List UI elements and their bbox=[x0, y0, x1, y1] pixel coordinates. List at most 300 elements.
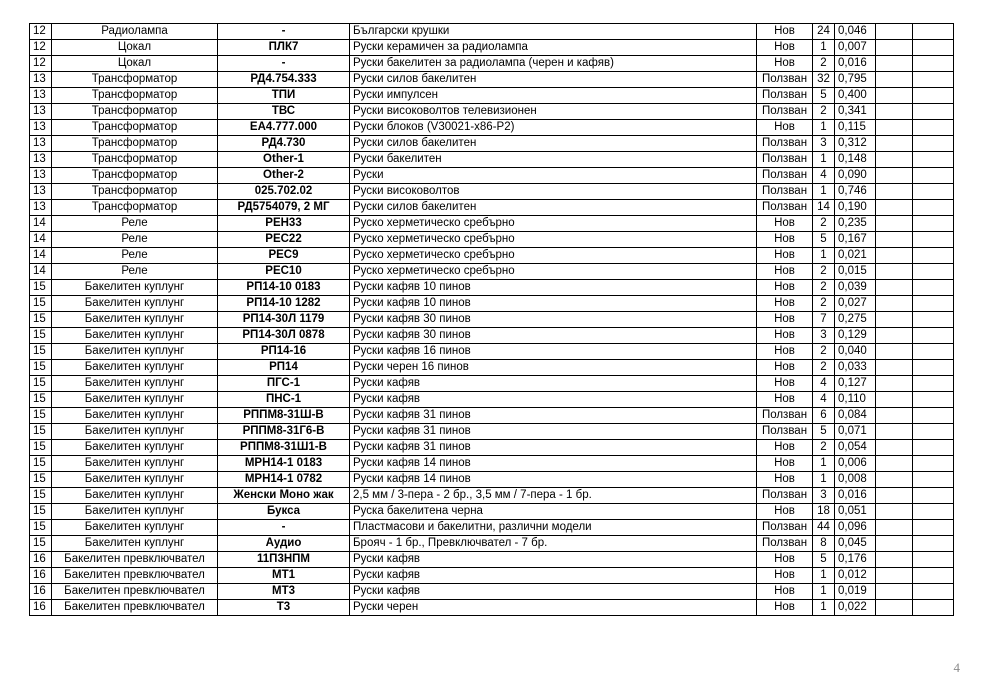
item-description-cell: Руско херметическо сребърно bbox=[350, 248, 757, 264]
item-weight-cell: 0,275 bbox=[835, 312, 876, 328]
item-condition-cell: Ползван bbox=[757, 168, 813, 184]
item-code-cell: 11П3НПМ bbox=[218, 552, 350, 568]
empty-cell bbox=[913, 552, 954, 568]
item-quantity-cell: 4 bbox=[813, 376, 835, 392]
item-weight-cell: 0,006 bbox=[835, 456, 876, 472]
empty-cell bbox=[876, 344, 913, 360]
table-row bbox=[30, 408, 954, 424]
item-name-cell: Реле bbox=[52, 248, 218, 264]
group-number-cell: 13 bbox=[30, 152, 52, 168]
item-weight-cell: 0,040 bbox=[835, 344, 876, 360]
table-row bbox=[30, 72, 954, 88]
item-weight-cell: 0,148 bbox=[835, 152, 876, 168]
item-quantity-cell: 2 bbox=[813, 344, 835, 360]
item-name-cell: Трансформатор bbox=[52, 88, 218, 104]
table-row bbox=[30, 312, 954, 328]
empty-cell bbox=[876, 568, 913, 584]
group-number-cell: 15 bbox=[30, 296, 52, 312]
empty-cell bbox=[876, 168, 913, 184]
group-number-cell: 14 bbox=[30, 232, 52, 248]
item-condition-cell: Нов bbox=[757, 40, 813, 56]
item-quantity-cell: 1 bbox=[813, 184, 835, 200]
item-weight-cell: 0,007 bbox=[835, 40, 876, 56]
item-name-cell: Бакелитен куплунг bbox=[52, 440, 218, 456]
table-row bbox=[30, 88, 954, 104]
item-code-cell: РППМ8-31Ш-В bbox=[218, 408, 350, 424]
item-quantity-cell: 2 bbox=[813, 280, 835, 296]
table-row bbox=[30, 472, 954, 488]
item-code-cell: РП14 bbox=[218, 360, 350, 376]
empty-cell bbox=[913, 456, 954, 472]
item-description-cell: Руски бакелитен bbox=[350, 152, 757, 168]
item-description-cell: Руски кафяв 10 пинов bbox=[350, 296, 757, 312]
item-description-cell: Руски силов бакелитен bbox=[350, 200, 757, 216]
item-name-cell: Бакелитен куплунг bbox=[52, 536, 218, 552]
table-row bbox=[30, 440, 954, 456]
item-description-cell: Руски черен bbox=[350, 600, 757, 616]
empty-cell bbox=[913, 344, 954, 360]
item-weight-cell: 0,051 bbox=[835, 504, 876, 520]
item-description-cell: Руски кафяв 14 пинов bbox=[350, 456, 757, 472]
item-condition-cell: Нов bbox=[757, 392, 813, 408]
item-code-cell: РП14-30Л 1179 bbox=[218, 312, 350, 328]
empty-cell bbox=[876, 520, 913, 536]
item-quantity-cell: 3 bbox=[813, 328, 835, 344]
empty-cell bbox=[913, 40, 954, 56]
empty-cell bbox=[913, 104, 954, 120]
group-number-cell: 14 bbox=[30, 216, 52, 232]
group-number-cell: 13 bbox=[30, 72, 52, 88]
item-condition-cell: Ползван bbox=[757, 88, 813, 104]
table-row bbox=[30, 536, 954, 552]
item-name-cell: Трансформатор bbox=[52, 200, 218, 216]
item-quantity-cell: 5 bbox=[813, 552, 835, 568]
item-quantity-cell: 3 bbox=[813, 136, 835, 152]
item-condition-cell: Нов bbox=[757, 504, 813, 520]
empty-cell bbox=[876, 56, 913, 72]
item-name-cell: Бакелитен куплунг bbox=[52, 408, 218, 424]
item-condition-cell: Нов bbox=[757, 600, 813, 616]
item-condition-cell: Нов bbox=[757, 280, 813, 296]
item-quantity-cell: 5 bbox=[813, 232, 835, 248]
empty-cell bbox=[913, 504, 954, 520]
item-weight-cell: 0,045 bbox=[835, 536, 876, 552]
item-code-cell: ПГС-1 bbox=[218, 376, 350, 392]
empty-cell bbox=[913, 600, 954, 616]
empty-cell bbox=[876, 328, 913, 344]
item-code-cell: Other-2 bbox=[218, 168, 350, 184]
item-description-cell: Руско херметическо сребърно bbox=[350, 232, 757, 248]
item-condition-cell: Ползван bbox=[757, 152, 813, 168]
item-name-cell: Трансформатор bbox=[52, 104, 218, 120]
item-quantity-cell: 24 bbox=[813, 24, 835, 40]
empty-cell bbox=[913, 24, 954, 40]
item-code-cell: РППМ8-31Ш1-В bbox=[218, 440, 350, 456]
item-name-cell: Реле bbox=[52, 216, 218, 232]
item-name-cell: Трансформатор bbox=[52, 152, 218, 168]
table-row bbox=[30, 504, 954, 520]
item-condition-cell: Нов bbox=[757, 552, 813, 568]
item-condition-cell: Нов bbox=[757, 312, 813, 328]
item-weight-cell: 0,176 bbox=[835, 552, 876, 568]
item-code-cell: ТПИ bbox=[218, 88, 350, 104]
item-code-cell: ТВС bbox=[218, 104, 350, 120]
item-condition-cell: Нов bbox=[757, 216, 813, 232]
table-row bbox=[30, 40, 954, 56]
table-row bbox=[30, 248, 954, 264]
item-condition-cell: Нов bbox=[757, 456, 813, 472]
item-condition-cell: Нов bbox=[757, 440, 813, 456]
empty-cell bbox=[913, 568, 954, 584]
item-description-cell: Руски импулсен bbox=[350, 88, 757, 104]
item-weight-cell: 0,008 bbox=[835, 472, 876, 488]
group-number-cell: 12 bbox=[30, 24, 52, 40]
item-name-cell: Бакелитен куплунг bbox=[52, 488, 218, 504]
group-number-cell: 16 bbox=[30, 568, 52, 584]
group-number-cell: 15 bbox=[30, 440, 52, 456]
empty-cell bbox=[913, 296, 954, 312]
group-number-cell: 16 bbox=[30, 552, 52, 568]
item-quantity-cell: 6 bbox=[813, 408, 835, 424]
item-code-cell: РЕН33 bbox=[218, 216, 350, 232]
item-code-cell: РП14-30Л 0878 bbox=[218, 328, 350, 344]
item-description-cell: Руска бакелитена черна bbox=[350, 504, 757, 520]
item-name-cell: Бакелитен превключвател bbox=[52, 552, 218, 568]
empty-cell bbox=[913, 520, 954, 536]
item-quantity-cell: 2 bbox=[813, 296, 835, 312]
item-weight-cell: 0,400 bbox=[835, 88, 876, 104]
table-row bbox=[30, 200, 954, 216]
item-quantity-cell: 1 bbox=[813, 600, 835, 616]
item-quantity-cell: 5 bbox=[813, 88, 835, 104]
item-condition-cell: Ползван bbox=[757, 424, 813, 440]
item-quantity-cell: 2 bbox=[813, 56, 835, 72]
empty-cell bbox=[876, 104, 913, 120]
item-code-cell: Аудио bbox=[218, 536, 350, 552]
item-description-cell: Руски кафяв bbox=[350, 392, 757, 408]
empty-cell bbox=[876, 200, 913, 216]
empty-cell bbox=[876, 408, 913, 424]
item-description-cell: Руски кафяв bbox=[350, 568, 757, 584]
empty-cell bbox=[913, 184, 954, 200]
item-description-cell: Български крушки bbox=[350, 24, 757, 40]
item-description-cell: Руски блоков (V30021-x86-P2) bbox=[350, 120, 757, 136]
empty-cell bbox=[913, 488, 954, 504]
item-weight-cell: 0,012 bbox=[835, 568, 876, 584]
item-name-cell: Бакелитен куплунг bbox=[52, 376, 218, 392]
item-name-cell: Реле bbox=[52, 264, 218, 280]
item-weight-cell: 0,167 bbox=[835, 232, 876, 248]
item-code-cell: МРН14-1 0183 bbox=[218, 456, 350, 472]
empty-cell bbox=[913, 136, 954, 152]
item-condition-cell: Ползван bbox=[757, 488, 813, 504]
item-name-cell: Бакелитен превключвател bbox=[52, 568, 218, 584]
item-description-cell: Руски кафяв 31 пинов bbox=[350, 440, 757, 456]
table-row bbox=[30, 568, 954, 584]
item-condition-cell: Нов bbox=[757, 296, 813, 312]
item-name-cell: Трансформатор bbox=[52, 136, 218, 152]
item-description-cell: Пластмасови и бакелитни, различни модели bbox=[350, 520, 757, 536]
item-description-cell: Руски кафяв 14 пинов bbox=[350, 472, 757, 488]
item-weight-cell: 0,129 bbox=[835, 328, 876, 344]
item-condition-cell: Нов bbox=[757, 24, 813, 40]
empty-cell bbox=[876, 88, 913, 104]
group-number-cell: 12 bbox=[30, 56, 52, 72]
group-number-cell: 13 bbox=[30, 184, 52, 200]
table-row bbox=[30, 392, 954, 408]
group-number-cell: 15 bbox=[30, 344, 52, 360]
item-description-cell: Руски bbox=[350, 168, 757, 184]
group-number-cell: 15 bbox=[30, 520, 52, 536]
item-condition-cell: Нов bbox=[757, 568, 813, 584]
item-code-cell: Other-1 bbox=[218, 152, 350, 168]
item-code-cell: МТ3 bbox=[218, 584, 350, 600]
empty-cell bbox=[876, 504, 913, 520]
empty-cell bbox=[913, 424, 954, 440]
item-description-cell: Брояч - 1 бр., Превключвател - 7 бр. bbox=[350, 536, 757, 552]
empty-cell bbox=[876, 488, 913, 504]
item-code-cell: Т3 bbox=[218, 600, 350, 616]
item-name-cell: Бакелитен куплунг bbox=[52, 520, 218, 536]
item-name-cell: Бакелитен куплунг bbox=[52, 328, 218, 344]
group-number-cell: 13 bbox=[30, 120, 52, 136]
empty-cell bbox=[876, 456, 913, 472]
group-number-cell: 16 bbox=[30, 584, 52, 600]
table-row bbox=[30, 216, 954, 232]
table-row bbox=[30, 136, 954, 152]
item-condition-cell: Нов bbox=[757, 120, 813, 136]
item-name-cell: Бакелитен куплунг bbox=[52, 344, 218, 360]
empty-cell bbox=[913, 232, 954, 248]
item-description-cell: Руски бакелитен за радиолампа (черен и кафяв) bbox=[350, 56, 757, 72]
item-quantity-cell: 5 bbox=[813, 424, 835, 440]
item-quantity-cell: 32 bbox=[813, 72, 835, 88]
item-weight-cell: 0,115 bbox=[835, 120, 876, 136]
empty-cell bbox=[876, 232, 913, 248]
item-quantity-cell: 1 bbox=[813, 40, 835, 56]
inventory-table-body bbox=[30, 24, 954, 616]
item-condition-cell: Ползван bbox=[757, 136, 813, 152]
empty-cell bbox=[913, 472, 954, 488]
empty-cell bbox=[876, 584, 913, 600]
item-quantity-cell: 2 bbox=[813, 216, 835, 232]
group-number-cell: 13 bbox=[30, 168, 52, 184]
empty-cell bbox=[913, 360, 954, 376]
empty-cell bbox=[876, 360, 913, 376]
empty-cell bbox=[913, 72, 954, 88]
empty-cell bbox=[913, 88, 954, 104]
group-number-cell: 13 bbox=[30, 104, 52, 120]
group-number-cell: 15 bbox=[30, 536, 52, 552]
item-name-cell: Бакелитен куплунг bbox=[52, 280, 218, 296]
item-quantity-cell: 1 bbox=[813, 152, 835, 168]
item-code-cell: РП14-10 1282 bbox=[218, 296, 350, 312]
item-weight-cell: 0,746 bbox=[835, 184, 876, 200]
group-number-cell: 15 bbox=[30, 472, 52, 488]
item-name-cell: Бакелитен куплунг bbox=[52, 424, 218, 440]
item-code-cell: 025.702.02 bbox=[218, 184, 350, 200]
item-quantity-cell: 2 bbox=[813, 264, 835, 280]
empty-cell bbox=[913, 56, 954, 72]
item-code-cell: МРН14-1 0782 bbox=[218, 472, 350, 488]
item-name-cell: Бакелитен превключвател bbox=[52, 600, 218, 616]
group-number-cell: 14 bbox=[30, 264, 52, 280]
group-number-cell: 13 bbox=[30, 88, 52, 104]
empty-cell bbox=[913, 376, 954, 392]
empty-cell bbox=[876, 392, 913, 408]
item-code-cell: - bbox=[218, 520, 350, 536]
item-quantity-cell: 3 bbox=[813, 488, 835, 504]
table-row bbox=[30, 488, 954, 504]
group-number-cell: 13 bbox=[30, 136, 52, 152]
item-code-cell: РД4.730 bbox=[218, 136, 350, 152]
empty-cell bbox=[876, 280, 913, 296]
empty-cell bbox=[913, 408, 954, 424]
item-quantity-cell: 1 bbox=[813, 472, 835, 488]
item-quantity-cell: 1 bbox=[813, 120, 835, 136]
empty-cell bbox=[876, 440, 913, 456]
group-number-cell: 15 bbox=[30, 456, 52, 472]
item-quantity-cell: 4 bbox=[813, 168, 835, 184]
group-number-cell: 15 bbox=[30, 488, 52, 504]
table-row bbox=[30, 456, 954, 472]
item-description-cell: Руски силов бакелитен bbox=[350, 136, 757, 152]
group-number-cell: 15 bbox=[30, 280, 52, 296]
item-name-cell: Цокал bbox=[52, 40, 218, 56]
item-description-cell: Руски кафяв bbox=[350, 584, 757, 600]
item-condition-cell: Ползван bbox=[757, 184, 813, 200]
item-condition-cell: Нов bbox=[757, 248, 813, 264]
empty-cell bbox=[913, 312, 954, 328]
table-row bbox=[30, 232, 954, 248]
empty-cell bbox=[876, 40, 913, 56]
group-number-cell: 12 bbox=[30, 40, 52, 56]
empty-cell bbox=[876, 472, 913, 488]
item-description-cell: Руски кафяв 30 пинов bbox=[350, 312, 757, 328]
item-description-cell: Руски високоволтов bbox=[350, 184, 757, 200]
item-name-cell: Бакелитен превключвател bbox=[52, 584, 218, 600]
item-code-cell: ПНС-1 bbox=[218, 392, 350, 408]
item-quantity-cell: 2 bbox=[813, 360, 835, 376]
item-name-cell: Трансформатор bbox=[52, 120, 218, 136]
item-condition-cell: Нов bbox=[757, 344, 813, 360]
empty-cell bbox=[913, 536, 954, 552]
item-description-cell: Руски кафяв bbox=[350, 552, 757, 568]
group-number-cell: 15 bbox=[30, 328, 52, 344]
item-weight-cell: 0,235 bbox=[835, 216, 876, 232]
empty-cell bbox=[876, 536, 913, 552]
item-weight-cell: 0,312 bbox=[835, 136, 876, 152]
empty-cell bbox=[876, 376, 913, 392]
group-number-cell: 15 bbox=[30, 424, 52, 440]
item-weight-cell: 0,046 bbox=[835, 24, 876, 40]
item-weight-cell: 0,033 bbox=[835, 360, 876, 376]
item-name-cell: Бакелитен куплунг bbox=[52, 504, 218, 520]
empty-cell bbox=[913, 440, 954, 456]
group-number-cell: 15 bbox=[30, 312, 52, 328]
item-weight-cell: 0,110 bbox=[835, 392, 876, 408]
item-weight-cell: 0,090 bbox=[835, 168, 876, 184]
table-row bbox=[30, 104, 954, 120]
item-name-cell: Радиолампа bbox=[52, 24, 218, 40]
item-condition-cell: Нов bbox=[757, 328, 813, 344]
table-row bbox=[30, 584, 954, 600]
item-weight-cell: 0,021 bbox=[835, 248, 876, 264]
table-row bbox=[30, 424, 954, 440]
empty-cell bbox=[913, 216, 954, 232]
table-row bbox=[30, 376, 954, 392]
table-row bbox=[30, 280, 954, 296]
item-code-cell: РЕС22 bbox=[218, 232, 350, 248]
item-quantity-cell: 44 bbox=[813, 520, 835, 536]
empty-cell bbox=[876, 184, 913, 200]
empty-cell bbox=[913, 168, 954, 184]
item-description-cell: Руски кафяв 30 пинов bbox=[350, 328, 757, 344]
empty-cell bbox=[913, 200, 954, 216]
table-row bbox=[30, 552, 954, 568]
item-description-cell: Руски кафяв 31 пинов bbox=[350, 408, 757, 424]
item-description-cell: Руско херметическо сребърно bbox=[350, 264, 757, 280]
table-row bbox=[30, 168, 954, 184]
empty-cell bbox=[876, 72, 913, 88]
item-condition-cell: Ползван bbox=[757, 520, 813, 536]
item-weight-cell: 0,054 bbox=[835, 440, 876, 456]
empty-cell bbox=[876, 216, 913, 232]
empty-cell bbox=[913, 328, 954, 344]
item-condition-cell: Ползван bbox=[757, 104, 813, 120]
item-name-cell: Трансформатор bbox=[52, 184, 218, 200]
item-code-cell: РППМ8-31Г6-В bbox=[218, 424, 350, 440]
item-quantity-cell: 14 bbox=[813, 200, 835, 216]
empty-cell bbox=[876, 552, 913, 568]
group-number-cell: 15 bbox=[30, 376, 52, 392]
group-number-cell: 15 bbox=[30, 408, 52, 424]
item-name-cell: Трансформатор bbox=[52, 168, 218, 184]
item-weight-cell: 0,084 bbox=[835, 408, 876, 424]
empty-cell bbox=[876, 264, 913, 280]
table-row bbox=[30, 360, 954, 376]
item-condition-cell: Нов bbox=[757, 56, 813, 72]
item-weight-cell: 0,341 bbox=[835, 104, 876, 120]
table-row bbox=[30, 328, 954, 344]
group-number-cell: 15 bbox=[30, 392, 52, 408]
item-weight-cell: 0,022 bbox=[835, 600, 876, 616]
item-description-cell: Руски кафяв bbox=[350, 376, 757, 392]
item-condition-cell: Ползван bbox=[757, 200, 813, 216]
table-row bbox=[30, 120, 954, 136]
empty-cell bbox=[876, 312, 913, 328]
item-weight-cell: 0,019 bbox=[835, 584, 876, 600]
item-weight-cell: 0,795 bbox=[835, 72, 876, 88]
item-description-cell: 2,5 мм / 3-пера - 2 бр., 3,5 мм / 7-пера - 1 бр. bbox=[350, 488, 757, 504]
item-name-cell: Бакелитен куплунг bbox=[52, 360, 218, 376]
table-row bbox=[30, 344, 954, 360]
item-name-cell: Бакелитен куплунг bbox=[52, 296, 218, 312]
table-row bbox=[30, 56, 954, 72]
item-weight-cell: 0,016 bbox=[835, 488, 876, 504]
item-quantity-cell: 1 bbox=[813, 456, 835, 472]
item-description-cell: Руски черен 16 пинов bbox=[350, 360, 757, 376]
item-code-cell: ЕА4.777.000 bbox=[218, 120, 350, 136]
item-weight-cell: 0,096 bbox=[835, 520, 876, 536]
item-condition-cell: Нов bbox=[757, 376, 813, 392]
empty-cell bbox=[913, 248, 954, 264]
empty-cell bbox=[876, 600, 913, 616]
empty-cell bbox=[876, 152, 913, 168]
item-name-cell: Бакелитен куплунг bbox=[52, 312, 218, 328]
item-name-cell: Бакелитен куплунг bbox=[52, 392, 218, 408]
item-code-cell: Букса bbox=[218, 504, 350, 520]
